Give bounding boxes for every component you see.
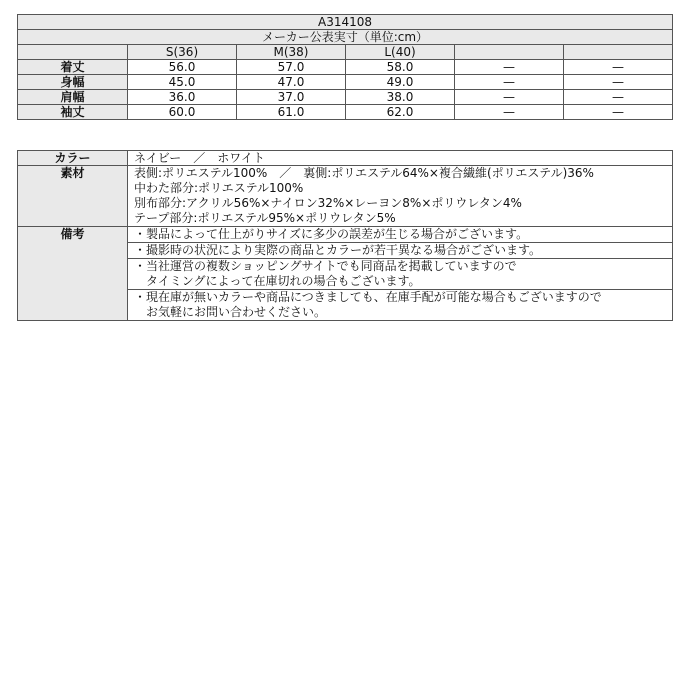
size-cell: 36.0 [128,90,237,105]
note-item [128,290,673,321]
size-column-header [564,45,673,60]
size-cell: — [455,75,564,90]
size-cell: 62.0 [346,105,455,120]
size-cell: — [564,75,673,90]
size-cell: 47.0 [237,75,346,90]
size-column-header: L(40) [346,45,455,60]
spec-table [17,150,673,321]
row-label: 肩幅 [18,90,128,105]
size-cell: — [564,105,673,120]
note-line: ・当社運営の複数ショッピングサイトでも同商品を掲載していますので [134,259,517,273]
row-label: 着丈 [18,60,128,75]
note-item [128,259,673,290]
color-row [18,151,673,166]
size-cell: — [455,60,564,75]
size-header-row [18,45,673,60]
size-column-header: S(36) [128,45,237,60]
size-cell: 58.0 [346,60,455,75]
size-cell: — [455,105,564,120]
size-cell: 56.0 [128,60,237,75]
material-line: 中わた部分:ポリエステル100% [134,181,304,195]
note-item [128,227,673,243]
note-line: ・撮影時の状況により実際の商品とカラーが若干異なる場合がございます。 [134,243,542,257]
note-row [18,227,673,243]
material-line: 別布部分:アクリル56%×ナイロン32%×レーヨン8%×ポリウレタン4% [134,196,522,210]
material-row [18,166,673,227]
size-cell: 49.0 [346,75,455,90]
notes-label: 備考 [18,227,128,321]
size-cell: 61.0 [237,105,346,120]
size-header-blank [18,45,128,60]
material-value [128,166,673,227]
row-label: 身幅 [18,75,128,90]
note-line: ・現在庫が無いカラーや商品につきましても、在庫手配が可能な場合もございますので [134,290,602,304]
table-row [18,75,673,90]
table-row [18,60,673,75]
size-cell: 60.0 [128,105,237,120]
material-line: テープ部分:ポリエステル95%×ポリウレタン5% [134,211,396,225]
product-code: A314108 [18,15,673,30]
material-label: 素材 [18,166,128,227]
size-cell: 57.0 [237,60,346,75]
size-cell: — [564,90,673,105]
size-cell: — [564,60,673,75]
table-row [18,105,673,120]
color-label: カラー [18,151,128,166]
size-column-header [455,45,564,60]
size-table-caption: メーカー公表実寸（単位:cm） [18,30,673,45]
size-cell: 38.0 [346,90,455,105]
note-line: お気軽にお問い合わせください。 [134,305,327,319]
table-row [18,90,673,105]
material-line: 表側:ポリエステル100% ／ 裏側:ポリエステル64%×複合繊維(ポリエステル)36% [134,166,594,180]
size-cell: 45.0 [128,75,237,90]
size-cell: — [455,90,564,105]
size-column-header: M(38) [237,45,346,60]
size-cell: 37.0 [237,90,346,105]
row-label: 袖丈 [18,105,128,120]
color-value: ネイビー ／ ホワイト [128,151,673,166]
note-line: タイミングによって在庫切れの場合もございます。 [134,274,421,288]
note-line: ・製品によって仕上がりサイズに多少の誤差が生じる場合がございます。 [134,227,529,241]
size-table [17,14,673,120]
note-item [128,243,673,259]
